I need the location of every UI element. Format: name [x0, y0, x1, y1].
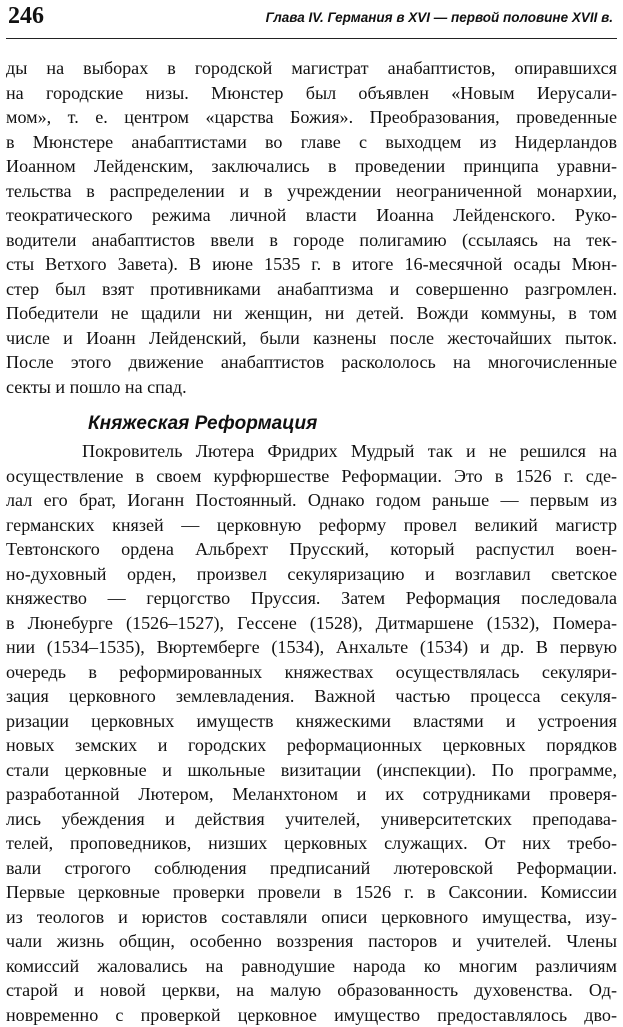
text-line: княжество — герцогство Пруссия. Затем Реформация последовала — [6, 586, 617, 611]
text-line: вали строгого соблюдения предписаний лютеровской Реформации. — [6, 856, 617, 881]
text-line: новременно с проверкой церковное имущество предоставлялось дво- — [6, 1003, 617, 1027]
text-line: очередь в реформированных княжествах осуществлялась секуляри- — [6, 660, 617, 685]
text-line: лись убеждения и действия учителей, университетских преподава- — [6, 807, 617, 832]
text-line: Покровитель Лютера Фридрих Мудрый так и не решился на — [6, 439, 617, 464]
text-line: секты и пошло на спад. — [6, 375, 617, 400]
text-line: Первые церковные проверки провели в 1526 г. в Саксонии. Комиссии — [6, 880, 617, 905]
paragraph-anabaptists — [6, 56, 617, 399]
paragraph-princely-reformation — [6, 439, 617, 1027]
text-line: комиссий жаловались на равнодушие народа ко многим различиям — [6, 954, 617, 979]
text-line: но-духовный орден, произвел секуляризацию и возглавил светское — [6, 562, 617, 587]
text-line: Тевтонского ордена Альбрехт Прусский, который распустил воен- — [6, 537, 617, 562]
text-line: из теологов и юристов составляли описи церковного имущества, изу- — [6, 905, 617, 930]
text-line: чали жизнь общин, особенно воззрения пасторов и учителей. Члены — [6, 929, 617, 954]
text-line: теократического режима личной власти Иоанна Лейденского. Руко- — [6, 203, 617, 228]
text-line: Победители не щадили ни женщин, ни детей. Вожди коммуны, в том — [6, 301, 617, 326]
text-line: на городские низы. Мюнстер был объявлен «Новым Иерусали- — [6, 81, 617, 106]
text-line: мом», т. е. центром «царства Божия». Преобразования, проведенные — [6, 105, 617, 130]
text-line: германских князей — церковную реформу провел великий магистр — [6, 513, 617, 538]
text-line: в Люнебурге (1526–1527), Гессене (1528), Дитмаршене (1532), Помера- — [6, 611, 617, 636]
text-line: стали церковные и школьные визитации (инспекции). По программе, — [6, 758, 617, 783]
text-line: телей, проповедников, низших церковных служащих. От них требо- — [6, 831, 617, 856]
text-line: разработанной Лютером, Меланхтоном и их сотрудниками проверя- — [6, 782, 617, 807]
text-line: новых земских и городских реформационных церковных порядков — [6, 733, 617, 758]
text-line: в Мюнстере анабаптистами во главе с выходцем из Нидерландов — [6, 130, 617, 155]
section-heading: Княжеская Реформация — [6, 411, 617, 437]
page-header — [6, 0, 617, 39]
text-line: нии (1534–1535), Вюртемберге (1534), Анхальте (1534) и др. В первую — [6, 635, 617, 660]
running-head: Глава IV. Германия в XVI — первой половине XVII в. — [266, 9, 613, 27]
text-line: стер был взят противниками анабаптизма и совершенно разгромлен. — [6, 277, 617, 302]
text-line: зация церковного землевладения. Важной частью процесса секуля- — [6, 684, 617, 709]
text-line: осуществление в своем курфюршестве Реформации. Это в 1526 г. сде- — [6, 464, 617, 489]
text-line: Иоанном Лейденским, заключались в проведении принципа уравни- — [6, 154, 617, 179]
text-line: После этого движение анабаптистов раскололось на многочисленные — [6, 350, 617, 375]
text-line: ды на выборах в городской магистрат анабаптистов, опиравшихся — [6, 56, 617, 81]
text-line: тельства в распределении и в учреждении неограниченной монархии, — [6, 179, 617, 204]
page-number: 246 — [8, 2, 44, 30]
text-line: числе и Иоанн Лейденский, были казнены после жесточайших пыток. — [6, 326, 617, 351]
text-line: лал его брат, Иоганн Постоянный. Однако годом раньше — первым из — [6, 488, 617, 513]
page-body — [6, 56, 617, 1027]
text-line: водители анабаптистов ввели в городе полигамию (ссылаясь на тек- — [6, 228, 617, 253]
text-line: сты Ветхого Завета). В июне 1535 г. в итоге 16-месячной осады Мюн- — [6, 252, 617, 277]
text-line: ризации церковных имуществ княжескими властями и устроения — [6, 709, 617, 734]
text-line: старой и новой церкви, на малую образованность духовенства. Од- — [6, 978, 617, 1003]
